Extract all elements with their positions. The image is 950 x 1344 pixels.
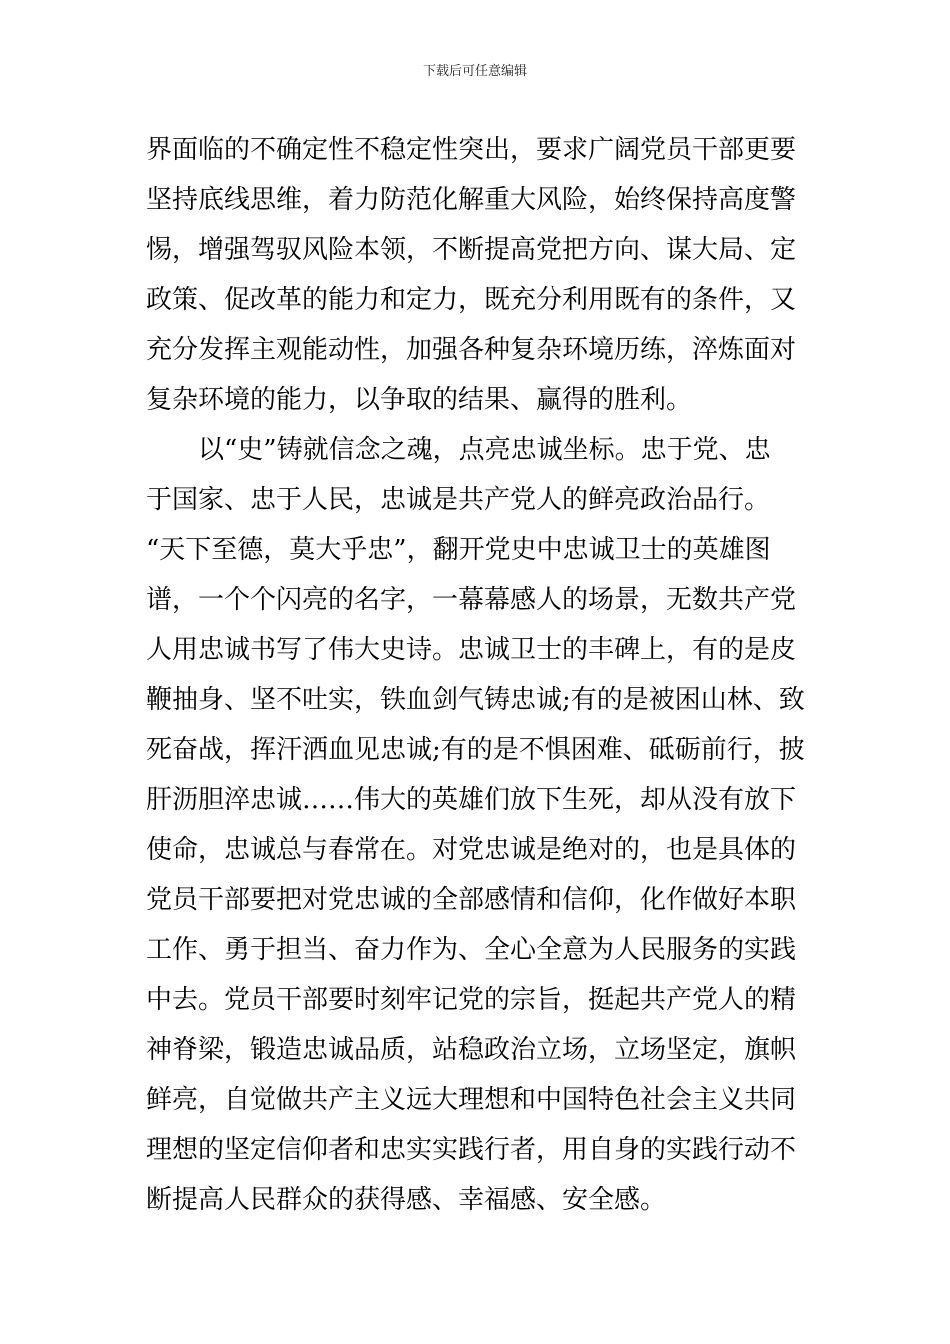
paragraph-1-line-5: 充分发挥主观能动性，加强各种复杂环境历练，淬炼面对 [146, 335, 797, 365]
paragraph-1-line-6: 复杂环境的能力，以争取的结果、赢得的胜利。 [146, 385, 693, 415]
paragraph-2-line-1: 以“史”铸就信念之魂，点亮忠诚坐标。忠于党、忠 [198, 435, 771, 465]
paragraph-2-line-10: 党员干部要把对党忠诚的全部感情和信仰，化作做好本职 [146, 885, 797, 915]
paragraph-1-line-4: 政策、促改革的能力和定力，既充分利用既有的条件，又 [146, 285, 797, 315]
paragraph-2-line-12: 中去。党员干部要时刻牢记党的宗旨，挺起共产党人的精 [146, 985, 797, 1015]
paragraph-2-line-8: 肝沥胆淬忠诚……伟大的英雄们放下生死，却从没有放下 [146, 785, 797, 815]
paragraph-2-line-7: 死奋战，挥汗洒血见忠诚;有的是不惧困难、砥砺前行，披 [146, 735, 805, 765]
paragraph-1-line-2: 坚持底线思维，着力防范化解重大风险，始终保持高度警 [146, 185, 797, 215]
paragraph-2-line-3: “天下至德，莫大乎忠”，翻开党史中忠诚卫士的英雄图 [146, 535, 771, 565]
paragraph-2-line-16: 断提高人民群众的获得感、幸福感、安全感。 [146, 1185, 667, 1215]
paragraph-2-line-13: 神脊梁，锻造忠诚品质，站稳政治立场，立场坚定，旗帜 [146, 1035, 797, 1065]
paragraph-2-line-11: 工作、勇于担当、奋力作为、全心全意为人民服务的实践 [146, 935, 797, 965]
header-note: 下载后可任意编辑 [422, 64, 527, 79]
paragraph-2-line-15: 理想的坚定信仰者和忠实实践行者，用自身的实践行动不 [146, 1135, 797, 1165]
paragraph-2-line-5: 人用忠诚书写了伟大史诗。忠诚卫士的丰碑上，有的是皮 [146, 635, 797, 665]
paragraph-2-line-2: 于国家、忠于人民，忠诚是共产党人的鲜亮政治品行。 [146, 485, 771, 515]
paragraph-2-line-4: 谱，一个个闪亮的名字，一幕幕感人的场景，无数共产党 [146, 585, 797, 615]
paragraph-2-line-9: 使命，忠诚总与春常在。对党忠诚是绝对的，也是具体的 [146, 835, 797, 865]
paragraph-1-line-1: 界面临的不确定性不稳定性突出，要求广阔党员干部更要 [146, 135, 797, 165]
body-text [146, 125, 816, 1225]
paragraph-2-line-14: 鲜亮，自觉做共产主义远大理想和中国特色社会主义共同 [146, 1085, 797, 1115]
paragraph-2-line-6: 鞭抽身、坚不吐实，铁血剑气铸忠诚;有的是被困山林、致 [146, 685, 805, 715]
paragraph-1-line-3: 惕，增强驾驭风险本领，不断提高党把方向、谋大局、定 [146, 235, 797, 265]
